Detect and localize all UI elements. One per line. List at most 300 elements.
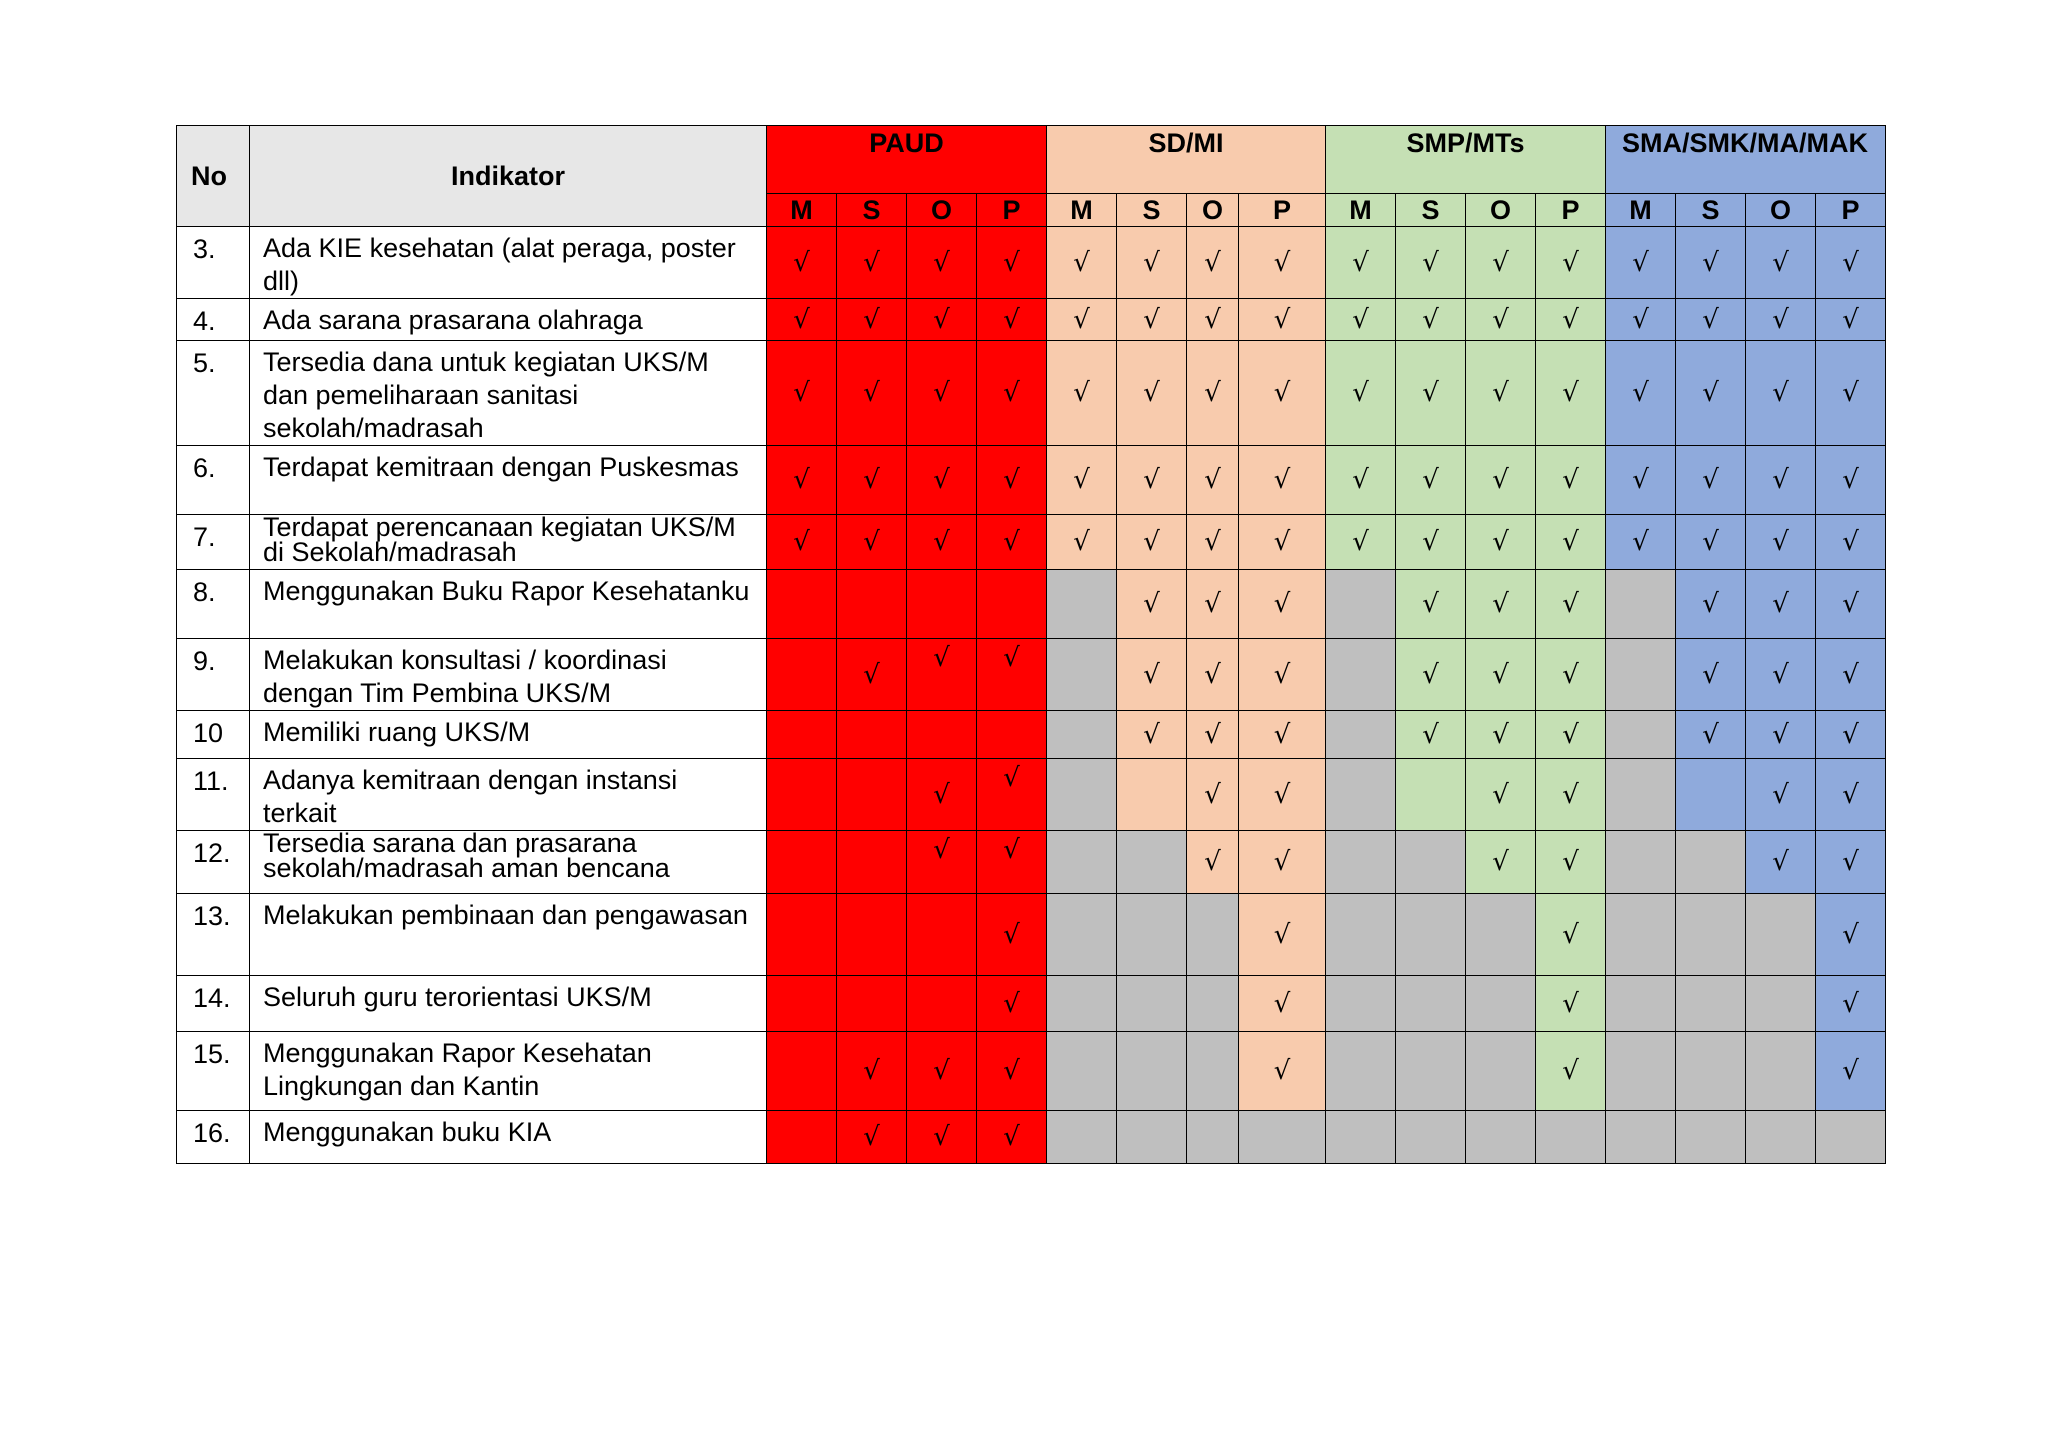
group-header-paud: PAUD [767, 126, 1047, 194]
cell-sma-m [1606, 831, 1676, 894]
row-number: 7. [177, 515, 250, 570]
check-mark-icon: √ [1273, 988, 1291, 1019]
cell-smp-mts-s [1396, 639, 1466, 711]
cell-sma-s [1676, 341, 1746, 446]
cell-sma-m [1606, 1032, 1676, 1111]
check-mark-icon: √ [1003, 988, 1020, 1019]
cell-sma-s [1676, 831, 1746, 894]
check-mark-icon: √ [1842, 847, 1859, 877]
check-mark-icon: √ [1273, 589, 1291, 619]
check-mark-icon: √ [1702, 378, 1719, 408]
cell-sd-mi-m [1047, 759, 1117, 831]
cell-smp-mts-m [1326, 639, 1396, 711]
check-mark-icon: √ [1492, 847, 1509, 877]
row-indicator: Adanya kemitraan dengan instansi terkait [250, 759, 767, 831]
check-mark-icon: √ [1352, 304, 1369, 335]
cell-paud-m [767, 227, 837, 299]
sub-header-smp-mts-m: M [1326, 194, 1396, 227]
check-mark-icon: √ [1204, 779, 1221, 810]
check-mark-icon: √ [793, 465, 810, 495]
check-mark-icon: √ [1273, 659, 1291, 690]
cell-sma-p [1816, 1032, 1886, 1111]
cell-sd-mi-o [1187, 299, 1239, 341]
cell-smp-mts-o [1466, 341, 1536, 446]
cell-sma-o [1746, 894, 1816, 976]
check-mark-icon: √ [933, 1056, 950, 1086]
check-mark-icon: √ [1273, 378, 1291, 408]
group-header-sd-mi: SD/MI [1047, 126, 1326, 194]
cell-smp-mts-o [1466, 831, 1536, 894]
cell-paud-m [767, 894, 837, 976]
check-mark-icon: √ [1143, 247, 1160, 278]
cell-sd-mi-p [1239, 1032, 1326, 1111]
cell-sd-mi-s [1117, 759, 1187, 831]
cell-smp-mts-m [1326, 976, 1396, 1032]
check-mark-icon: √ [1842, 919, 1859, 950]
cell-smp-mts-o [1466, 894, 1536, 976]
sub-header-paud-p: P [977, 194, 1047, 227]
cell-sma-p [1816, 515, 1886, 570]
check-mark-icon: √ [1003, 1122, 1020, 1152]
sub-header-sd-mi-m: M [1047, 194, 1117, 227]
cell-paud-p [977, 446, 1047, 515]
check-mark-icon: √ [1772, 847, 1789, 877]
table-row [177, 1111, 1886, 1164]
cell-smp-mts-s [1396, 711, 1466, 759]
cell-sma-m [1606, 1111, 1676, 1164]
cell-smp-mts-s [1396, 894, 1466, 976]
check-mark-icon: √ [1772, 719, 1789, 750]
cell-sd-mi-m [1047, 446, 1117, 515]
check-mark-icon: √ [1003, 247, 1020, 278]
cell-paud-o [907, 446, 977, 515]
cell-sd-mi-o [1187, 515, 1239, 570]
check-mark-icon: √ [1422, 589, 1439, 619]
check-mark-icon: √ [1562, 1056, 1579, 1086]
cell-sma-m [1606, 299, 1676, 341]
check-mark-icon: √ [1003, 527, 1020, 557]
cell-smp-mts-s [1396, 831, 1466, 894]
check-mark-icon: √ [1492, 589, 1509, 619]
group-header-row [177, 126, 1886, 194]
check-mark-icon: √ [1352, 465, 1369, 495]
cell-smp-mts-m [1326, 894, 1396, 976]
row-number: 5. [177, 341, 250, 446]
cell-sma-m [1606, 341, 1676, 446]
check-mark-icon: √ [1562, 247, 1579, 278]
cell-paud-s [837, 759, 907, 831]
cell-sd-mi-m [1047, 894, 1117, 976]
cell-smp-mts-s [1396, 976, 1466, 1032]
cell-paud-p [977, 759, 1047, 831]
cell-paud-s [837, 711, 907, 759]
sub-header-smp-mts-o: O [1466, 194, 1536, 227]
cell-smp-mts-o [1466, 570, 1536, 639]
check-mark-icon: √ [863, 378, 880, 408]
check-mark-icon: √ [1422, 378, 1439, 408]
check-mark-icon: √ [1352, 247, 1369, 278]
cell-sd-mi-o [1187, 1111, 1239, 1164]
cell-sd-mi-p [1239, 759, 1326, 831]
cell-sd-mi-p [1239, 639, 1326, 711]
cell-sma-o [1746, 341, 1816, 446]
cell-sd-mi-o [1187, 1032, 1239, 1111]
row-number: 3. [177, 227, 250, 299]
row-indicator: Terdapat kemitraan dengan Puskesmas [250, 446, 767, 515]
cell-smp-mts-o [1466, 299, 1536, 341]
check-mark-icon: √ [1352, 527, 1369, 557]
row-indicator: Menggunakan Buku Rapor Kesehatanku [250, 570, 767, 639]
check-mark-icon: √ [1003, 378, 1020, 408]
cell-sd-mi-p [1239, 976, 1326, 1032]
cell-smp-mts-s [1396, 446, 1466, 515]
check-mark-icon: √ [1073, 304, 1090, 335]
cell-sma-o [1746, 299, 1816, 341]
cell-sd-mi-m [1047, 711, 1117, 759]
group-header-smp-mts: SMP/MTs [1326, 126, 1606, 194]
cell-smp-mts-m [1326, 515, 1396, 570]
check-mark-icon: √ [933, 247, 950, 278]
cell-sma-o [1746, 711, 1816, 759]
check-mark-icon: √ [1143, 304, 1160, 335]
cell-sma-o [1746, 831, 1816, 894]
cell-paud-p [977, 1111, 1047, 1164]
check-mark-icon: √ [1702, 659, 1719, 690]
check-mark-icon: √ [1273, 465, 1291, 495]
check-mark-icon: √ [1422, 247, 1439, 278]
cell-smp-mts-m [1326, 1032, 1396, 1111]
cell-sma-m [1606, 711, 1676, 759]
cell-sd-mi-p [1239, 341, 1326, 446]
row-indicator: Memiliki ruang UKS/M [250, 711, 767, 759]
cell-sma-s [1676, 639, 1746, 711]
cell-sd-mi-s [1117, 1111, 1187, 1164]
cell-sd-mi-s [1117, 341, 1187, 446]
table-row [177, 341, 1886, 446]
cell-paud-o [907, 831, 977, 894]
cell-paud-s [837, 976, 907, 1032]
cell-sd-mi-s [1117, 446, 1187, 515]
cell-sma-m [1606, 446, 1676, 515]
cell-sd-mi-o [1187, 227, 1239, 299]
row-indicator: Tersedia sarana dan prasarana sekolah/madrasah aman bencana [250, 831, 767, 894]
check-mark-icon: √ [1842, 719, 1859, 750]
cell-sd-mi-m [1047, 1032, 1117, 1111]
check-mark-icon: √ [863, 527, 880, 557]
cell-sd-mi-o [1187, 759, 1239, 831]
check-mark-icon: √ [863, 1056, 880, 1086]
sub-header-sd-mi-s: S [1117, 194, 1187, 227]
table-row [177, 1032, 1886, 1111]
cell-sd-mi-p [1239, 299, 1326, 341]
check-mark-icon: √ [1562, 847, 1579, 877]
check-mark-icon: √ [1772, 589, 1789, 619]
cell-sma-p [1816, 831, 1886, 894]
check-mark-icon: √ [1204, 304, 1221, 335]
cell-sma-p [1816, 299, 1886, 341]
cell-paud-o [907, 1032, 977, 1111]
cell-smp-mts-s [1396, 570, 1466, 639]
cell-sd-mi-p [1239, 894, 1326, 976]
row-number: 12. [177, 831, 250, 894]
check-mark-icon: √ [793, 378, 810, 408]
row-number: 13. [177, 894, 250, 976]
cell-smp-mts-s [1396, 299, 1466, 341]
check-mark-icon: √ [1204, 378, 1221, 408]
cell-paud-s [837, 515, 907, 570]
check-mark-icon: √ [1273, 847, 1291, 877]
cell-sma-o [1746, 1111, 1816, 1164]
check-mark-icon: √ [1273, 527, 1291, 557]
cell-sd-mi-o [1187, 711, 1239, 759]
check-mark-icon: √ [1204, 465, 1221, 495]
cell-smp-mts-o [1466, 639, 1536, 711]
check-mark-icon: √ [1842, 247, 1859, 278]
row-indicator: Terdapat perencanaan kegiatan UKS/M di Sekolah/madrasah [250, 515, 767, 570]
sub-header-smp-mts-s: S [1396, 194, 1466, 227]
sub-header-sd-mi-p: P [1239, 194, 1326, 227]
cell-sma-s [1676, 227, 1746, 299]
check-mark-icon: √ [1562, 378, 1579, 408]
cell-sma-p [1816, 759, 1886, 831]
check-mark-icon: √ [1492, 465, 1509, 495]
cell-sd-mi-s [1117, 227, 1187, 299]
cell-sma-m [1606, 570, 1676, 639]
cell-sma-s [1676, 711, 1746, 759]
cell-paud-p [977, 227, 1047, 299]
cell-paud-s [837, 570, 907, 639]
check-mark-icon: √ [1143, 589, 1160, 619]
check-mark-icon: √ [1562, 589, 1579, 619]
cell-sma-o [1746, 976, 1816, 1032]
table-row [177, 515, 1886, 570]
cell-paud-o [907, 515, 977, 570]
cell-smp-mts-p [1536, 1111, 1606, 1164]
check-mark-icon: √ [1422, 659, 1439, 690]
cell-paud-m [767, 759, 837, 831]
cell-smp-mts-m [1326, 446, 1396, 515]
cell-smp-mts-m [1326, 227, 1396, 299]
cell-paud-p [977, 976, 1047, 1032]
check-mark-icon: √ [1772, 247, 1789, 278]
cell-smp-mts-p [1536, 759, 1606, 831]
cell-paud-o [907, 227, 977, 299]
group-header-sma [1606, 126, 1886, 194]
cell-smp-mts-o [1466, 1032, 1536, 1111]
check-mark-icon: √ [933, 643, 950, 673]
cell-smp-mts-o [1466, 711, 1536, 759]
cell-smp-mts-p [1536, 299, 1606, 341]
check-mark-icon: √ [933, 779, 950, 810]
cell-sma-s [1676, 1032, 1746, 1111]
cell-paud-m [767, 299, 837, 341]
check-mark-icon: √ [1772, 659, 1789, 690]
check-mark-icon: √ [1204, 847, 1221, 877]
check-mark-icon: √ [1492, 304, 1509, 335]
cell-sd-mi-o [1187, 341, 1239, 446]
check-mark-icon: √ [793, 247, 810, 278]
check-mark-icon: √ [1772, 378, 1789, 408]
check-mark-icon: √ [1204, 719, 1221, 750]
table-row [177, 894, 1886, 976]
row-indicator: Melakukan pembinaan dan pengawasan [250, 894, 767, 976]
row-indicator: Seluruh guru terorientasi UKS/M [250, 976, 767, 1032]
table-row [177, 711, 1886, 759]
cell-sma-o [1746, 639, 1816, 711]
cell-sma-o [1746, 570, 1816, 639]
cell-sma-s [1676, 515, 1746, 570]
cell-sd-mi-p [1239, 227, 1326, 299]
sub-header-paud-o: O [907, 194, 977, 227]
row-number: 11. [177, 759, 250, 831]
check-mark-icon: √ [1632, 527, 1649, 557]
check-mark-icon: √ [1562, 527, 1579, 557]
check-mark-icon: √ [1003, 1056, 1020, 1086]
cell-paud-p [977, 1032, 1047, 1111]
header-no: No [177, 126, 250, 227]
cell-sd-mi-m [1047, 1111, 1117, 1164]
cell-sd-mi-m [1047, 341, 1117, 446]
cell-sd-mi-s [1117, 894, 1187, 976]
check-mark-icon: √ [1003, 919, 1020, 950]
check-mark-icon: √ [1702, 247, 1719, 278]
cell-sma-s [1676, 299, 1746, 341]
check-mark-icon: √ [1422, 465, 1439, 495]
cell-paud-s [837, 1032, 907, 1111]
sub-header-smp-mts-p: P [1536, 194, 1606, 227]
check-mark-icon: √ [1632, 465, 1649, 495]
sub-header-sma-o: O [1746, 194, 1816, 227]
cell-paud-m [767, 1111, 837, 1164]
cell-paud-m [767, 976, 837, 1032]
cell-sma-o [1746, 1032, 1816, 1111]
check-mark-icon: √ [933, 304, 950, 335]
cell-sd-mi-s [1117, 299, 1187, 341]
cell-smp-mts-m [1326, 759, 1396, 831]
check-mark-icon: √ [1562, 465, 1579, 495]
check-mark-icon: √ [1273, 304, 1291, 335]
check-mark-icon: √ [1143, 465, 1160, 495]
check-mark-icon: √ [1003, 643, 1020, 673]
indicator-table-sheet [176, 125, 1886, 1164]
table-row [177, 759, 1886, 831]
check-mark-icon: √ [1204, 527, 1221, 557]
check-mark-icon: √ [1562, 988, 1579, 1019]
check-mark-icon: √ [1842, 988, 1859, 1019]
row-number: 10 [177, 711, 250, 759]
cell-smp-mts-o [1466, 446, 1536, 515]
cell-smp-mts-s [1396, 227, 1466, 299]
cell-smp-mts-p [1536, 341, 1606, 446]
check-mark-icon: √ [1492, 378, 1509, 408]
row-number: 4. [177, 299, 250, 341]
check-mark-icon: √ [1143, 719, 1160, 750]
check-mark-icon: √ [863, 247, 880, 278]
cell-sd-mi-o [1187, 639, 1239, 711]
check-mark-icon: √ [1422, 719, 1439, 750]
cell-sd-mi-m [1047, 299, 1117, 341]
table-row [177, 831, 1886, 894]
sub-header-paud-s: S [837, 194, 907, 227]
check-mark-icon: √ [1073, 378, 1090, 408]
cell-smp-mts-o [1466, 759, 1536, 831]
check-mark-icon: √ [1204, 659, 1221, 690]
cell-sma-o [1746, 515, 1816, 570]
cell-paud-s [837, 639, 907, 711]
cell-smp-mts-o [1466, 976, 1536, 1032]
cell-smp-mts-m [1326, 341, 1396, 446]
check-mark-icon: √ [1562, 659, 1579, 690]
check-mark-icon: √ [1143, 659, 1160, 690]
cell-paud-s [837, 1111, 907, 1164]
cell-smp-mts-s [1396, 759, 1466, 831]
check-mark-icon: √ [1492, 247, 1509, 278]
check-mark-icon: √ [793, 527, 810, 557]
check-mark-icon: √ [1562, 779, 1579, 810]
cell-smp-mts-o [1466, 1111, 1536, 1164]
check-mark-icon: √ [1143, 378, 1160, 408]
cell-paud-o [907, 976, 977, 1032]
cell-paud-m [767, 570, 837, 639]
check-mark-icon: √ [1632, 247, 1649, 278]
cell-paud-s [837, 341, 907, 446]
cell-sd-mi-o [1187, 831, 1239, 894]
check-mark-icon: √ [1003, 835, 1020, 865]
cell-sma-o [1746, 227, 1816, 299]
check-mark-icon: √ [863, 465, 880, 495]
cell-smp-mts-p [1536, 894, 1606, 976]
check-mark-icon: √ [1003, 304, 1020, 335]
check-mark-icon: √ [1273, 247, 1291, 278]
cell-paud-p [977, 570, 1047, 639]
cell-smp-mts-o [1466, 515, 1536, 570]
cell-sma-s [1676, 570, 1746, 639]
check-mark-icon: √ [1422, 527, 1439, 557]
cell-sma-m [1606, 227, 1676, 299]
row-number: 15. [177, 1032, 250, 1111]
cell-sd-mi-m [1047, 515, 1117, 570]
row-number: 14. [177, 976, 250, 1032]
check-mark-icon: √ [1632, 304, 1649, 335]
cell-sma-s [1676, 446, 1746, 515]
check-mark-icon: √ [933, 465, 950, 495]
group-header-sma-text: SMA/SMK/MA/MAK [1622, 128, 1868, 158]
check-mark-icon: √ [1702, 465, 1719, 495]
check-mark-icon: √ [1003, 763, 1020, 793]
cell-smp-mts-p [1536, 515, 1606, 570]
cell-sma-p [1816, 976, 1886, 1032]
cell-paud-m [767, 1032, 837, 1111]
row-number: 16. [177, 1111, 250, 1164]
cell-sd-mi-o [1187, 894, 1239, 976]
cell-paud-o [907, 570, 977, 639]
cell-paud-m [767, 515, 837, 570]
cell-sma-o [1746, 759, 1816, 831]
cell-paud-s [837, 227, 907, 299]
check-mark-icon: √ [1492, 659, 1509, 690]
cell-paud-p [977, 515, 1047, 570]
cell-sd-mi-m [1047, 831, 1117, 894]
table-row [177, 446, 1886, 515]
sub-header-sma-m: M [1606, 194, 1676, 227]
check-mark-icon: √ [863, 1122, 880, 1152]
cell-sma-m [1606, 976, 1676, 1032]
row-indicator: Melakukan konsultasi / koordinasi dengan Tim Pembina UKS/M [250, 639, 767, 711]
check-mark-icon: √ [1204, 589, 1221, 619]
check-mark-icon: √ [1772, 779, 1789, 810]
cell-sma-m [1606, 639, 1676, 711]
check-mark-icon: √ [933, 527, 950, 557]
